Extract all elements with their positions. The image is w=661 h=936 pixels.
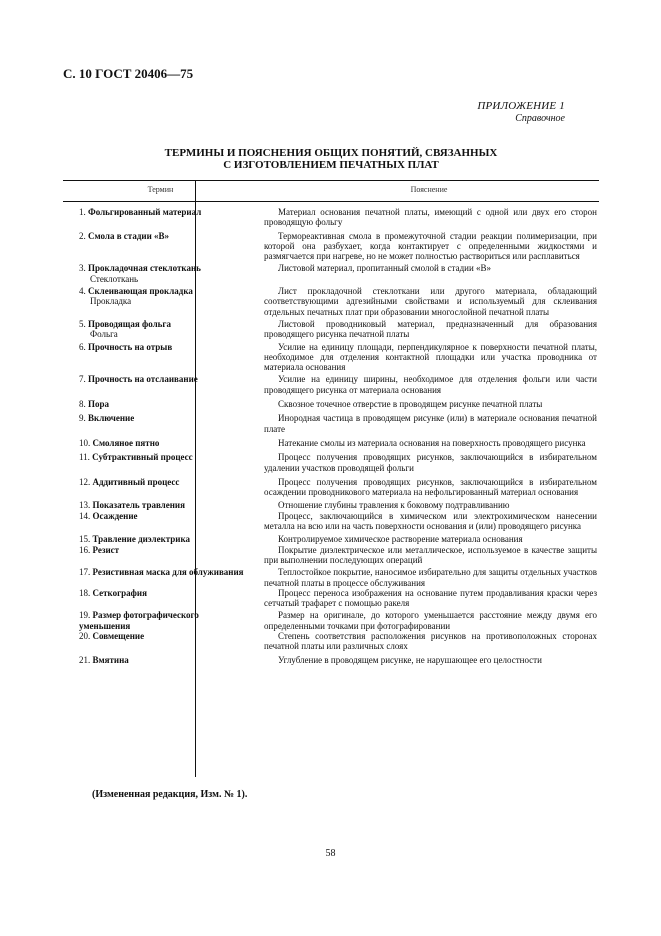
column-header-explanation: Пояснение bbox=[410, 185, 448, 194]
appendix-title: ПРИЛОЖЕНИЕ 1 bbox=[477, 100, 565, 112]
term-number: 11. bbox=[79, 452, 90, 463]
term-number: 15. bbox=[79, 534, 91, 545]
table-row bbox=[63, 511, 599, 532]
term-cell bbox=[63, 374, 258, 395]
table-row bbox=[63, 413, 599, 434]
table-row bbox=[63, 231, 599, 262]
table-row bbox=[63, 631, 599, 652]
term-number: 16. bbox=[79, 544, 91, 555]
term-name: Резист bbox=[92, 544, 120, 555]
explanation-cell: Процесс получения проводящих рисунков, заключающийся в избирательном удалении участков проводящей фольги bbox=[264, 452, 597, 473]
explanation-cell: Отношение глубины травления к боковому подтравливанию bbox=[278, 500, 510, 511]
explanation-cell: Процесс, заключающийся в химическом или электрохимическом нанесении металла на всю или на часть поверхности основания и (или) проводящего рисунка bbox=[264, 510, 597, 532]
table-header bbox=[63, 180, 599, 202]
term-cell bbox=[63, 655, 258, 665]
explanation-cell: Усилие на единицу ширины, необходимое для отделения фольги или части проводящего рисунка от материала основания bbox=[264, 374, 597, 395]
table-row bbox=[63, 567, 599, 588]
explanation-cell: Процесс получения проводящих рисунков, заключающийся в избирательном осаждении проводникового материала на нефольгированный материал основания bbox=[264, 476, 597, 498]
explanation-cell: Покрытие диэлектрическое или металлическое, используемое в качестве защиты при выполнении последующих операций bbox=[264, 544, 597, 565]
term-name: Аддитивный процесс bbox=[92, 476, 180, 487]
term-cell bbox=[63, 500, 258, 510]
term-name: Фольгированный материал bbox=[88, 207, 202, 217]
term-cell bbox=[63, 545, 258, 566]
table-row bbox=[63, 207, 599, 228]
term-name: Прочность на отрыв bbox=[88, 341, 173, 352]
term-name: Склеивающая прокладка bbox=[88, 286, 193, 297]
term-number: 1. bbox=[79, 207, 86, 217]
table-body bbox=[63, 207, 599, 665]
term-name: Совмещение bbox=[92, 630, 145, 641]
term-name: Вмятина bbox=[92, 654, 129, 665]
term-synonym: Стеклоткань bbox=[90, 273, 139, 284]
term-number: 4. bbox=[79, 286, 86, 297]
explanation-cell: Степень соответствия расположения рисунков на противоположных сторонах печатной платы или различных слоях bbox=[264, 630, 597, 652]
term-cell bbox=[63, 342, 258, 373]
term-cell bbox=[63, 319, 258, 340]
table-row bbox=[63, 342, 599, 373]
term-cell bbox=[63, 452, 258, 473]
term-cell bbox=[63, 534, 258, 544]
term-cell bbox=[63, 438, 258, 448]
term-cell bbox=[63, 610, 258, 631]
term-name: Сеткография bbox=[92, 587, 147, 598]
term-cell bbox=[63, 567, 258, 588]
term-cell bbox=[63, 588, 258, 609]
term-number: 3. bbox=[79, 263, 86, 274]
explanation-cell: Усилие на единицу площади, перпендикулярное к поверхности печатной платы, необходимое для отделения контактной площадки или участка проводника от материала основания bbox=[264, 341, 597, 373]
term-name: Пора bbox=[88, 399, 110, 410]
term-cell bbox=[63, 399, 258, 409]
explanation-cell: Лист прокладочной стеклоткани или другого материала, обладающий соответствующими адгезийными свойствами и используемый для склеивания отдельных печатных плат при образовании многослойной печатной платы bbox=[264, 286, 597, 317]
term-name: Прокладочная стеклоткань bbox=[88, 263, 201, 274]
term-number: 2. bbox=[79, 230, 86, 241]
document-title bbox=[63, 147, 599, 171]
term-name: Показатель травления bbox=[92, 500, 185, 511]
term-name: Размер фотографического уменьшения bbox=[79, 610, 199, 631]
explanation-cell: Термореактивная смола в промежуточной стадии реакции полимеризации, при которой она разбухает, когда контактирует с определенными жидкостями и размягчается при нагреве, но не может полностью раствориться или расплавиться bbox=[264, 230, 597, 262]
explanation-cell: Сквозное точечное отверстие в проводящем рисунке печатной платы bbox=[278, 399, 543, 410]
appendix-label bbox=[477, 100, 565, 124]
appendix-subtitle: Справочное bbox=[515, 113, 565, 124]
page-number: 58 bbox=[325, 848, 336, 859]
term-cell bbox=[63, 263, 258, 284]
explanation-cell: Углубление в проводящем рисунке, не нарушающее его целостности bbox=[278, 654, 542, 665]
term-cell bbox=[63, 231, 258, 262]
column-header-term: Термин bbox=[147, 185, 174, 194]
term-number: 19. bbox=[79, 610, 91, 621]
table-row bbox=[63, 438, 599, 448]
term-number: 6. bbox=[79, 341, 86, 352]
term-name: Смола в стадии «В» bbox=[88, 230, 170, 241]
explanation-cell: Инородная частица в проводящем рисунке (или) в материале основания печатной плате bbox=[264, 413, 597, 434]
explanation-cell: Контролируемое химическое растворение материала основания bbox=[278, 534, 523, 545]
explanation-cell: Процесс переноса изображения на основание путем продавливания краски через сетчатый трафарет с помощью ракеля bbox=[264, 587, 597, 609]
table-row bbox=[63, 610, 599, 631]
table-row bbox=[63, 545, 599, 566]
term-name: Субтрактивный процесс bbox=[92, 452, 193, 463]
term-number: 9. bbox=[79, 413, 86, 424]
term-cell bbox=[63, 286, 258, 317]
term-name: Резистивная маска для облуживания bbox=[92, 567, 244, 578]
title-line-2: С ИЗГОТОВЛЕНИЕМ ПЕЧАТНЫХ ПЛАТ bbox=[223, 159, 439, 171]
explanation-cell: Натекание смолы из материала основания на поверхность проводящего рисунка bbox=[278, 437, 586, 448]
term-number: 21. bbox=[79, 654, 91, 665]
term-number: 17. bbox=[79, 567, 91, 578]
term-synonym: Прокладка bbox=[90, 296, 132, 307]
explanation-cell: Материал основания печатной платы, имеющий с одной или двух его сторон проводящую фольгу bbox=[264, 207, 597, 228]
terms-table bbox=[63, 180, 599, 665]
page-header: С. 10 ГОСТ 20406—75 bbox=[63, 66, 194, 81]
table-row bbox=[63, 399, 599, 409]
table-row bbox=[63, 452, 599, 473]
term-cell bbox=[63, 477, 258, 498]
term-number: 7. bbox=[79, 374, 86, 385]
term-cell bbox=[63, 413, 258, 434]
term-number: 13. bbox=[79, 500, 91, 511]
term-name: Смоляное пятно bbox=[92, 437, 160, 448]
term-number: 20. bbox=[79, 630, 91, 641]
explanation-cell: Листовой материал, пропитанный смолой в стадии «В» bbox=[278, 263, 492, 274]
table-row bbox=[63, 655, 599, 665]
term-number: 12. bbox=[79, 476, 91, 487]
term-name: Прочность на отслаивание bbox=[88, 374, 198, 385]
term-name: Травление диэлектрика bbox=[92, 534, 191, 545]
term-name: Проводящая фольга bbox=[88, 318, 171, 329]
table-row bbox=[63, 500, 599, 510]
table-row bbox=[63, 534, 599, 544]
term-number: 18. bbox=[79, 587, 91, 598]
term-cell bbox=[63, 631, 258, 652]
table-row bbox=[63, 319, 599, 340]
term-name: Осаждение bbox=[92, 510, 138, 521]
explanation-cell: Размер на оригинале, до которого уменьшается расстояние между двумя его определенными точками при фотографировании bbox=[264, 610, 597, 631]
term-number: 5. bbox=[79, 318, 86, 329]
table-row bbox=[63, 588, 599, 609]
explanation-cell: Листовой проводниковый материал, предназначенный для образования проводящего рисунка печатной платы bbox=[264, 318, 597, 340]
term-name: Включение bbox=[88, 413, 135, 424]
term-cell bbox=[63, 511, 258, 532]
term-number: 14. bbox=[79, 510, 91, 521]
table-row bbox=[63, 374, 599, 395]
table-row bbox=[63, 477, 599, 498]
term-number: 8. bbox=[79, 399, 86, 410]
table-row bbox=[63, 263, 599, 284]
term-synonym: Фольга bbox=[90, 329, 118, 340]
term-number: 10. bbox=[79, 437, 91, 448]
explanation-cell: Теплостойкое покрытие, наносимое избирательно для защиты отдельных участков печатной платы в процессе обслуживания bbox=[264, 567, 597, 588]
amendment-note: (Измененная редакция, Изм. № 1). bbox=[92, 789, 248, 800]
title-line-1: ТЕРМИНЫ И ПОЯСНЕНИЯ ОБЩИХ ПОНЯТИЙ, СВЯЗАННЫХ bbox=[164, 147, 498, 159]
table-row bbox=[63, 286, 599, 317]
term-cell bbox=[63, 207, 258, 228]
